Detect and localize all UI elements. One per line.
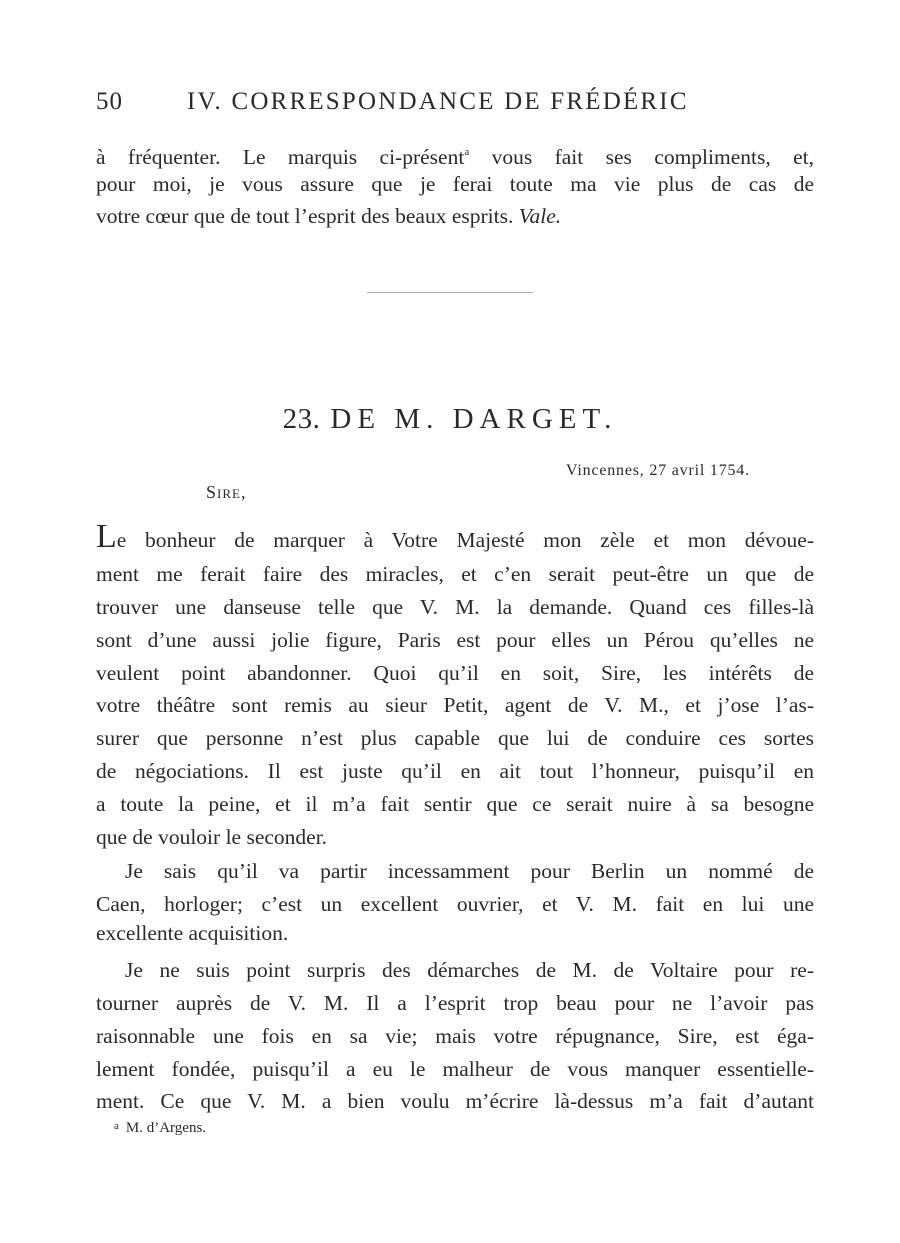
text-line: a toute la peine, et il m’a fait sentir que ce serait nuire à sa besogne xyxy=(96,792,814,816)
footnote-reference: a xyxy=(464,146,470,158)
text-line: ment. Ce que V. M. a bien voulu m’écrire là-dessus m’a fait d’autant xyxy=(96,1089,814,1113)
closing-vale: Vale. xyxy=(518,204,562,228)
text-line: que de vouloir le seconder. xyxy=(96,825,328,849)
letter-title xyxy=(0,403,900,436)
footnote-mark: a xyxy=(114,1120,119,1132)
text-segment: à fréquenter. Le marquis ci-présent xyxy=(96,145,465,169)
text-line: Je sais qu’il va partir incessamment pour Berlin un nommé de xyxy=(125,859,814,883)
text-line: lement fondée, puisqu’il a eu le malheur de vous manquer essentielle- xyxy=(96,1057,814,1081)
drop-cap: L xyxy=(96,518,117,555)
footnote xyxy=(114,1120,206,1137)
text-line: sont d’une aussi jolie figure, Paris est pour elles un Pérou qu’elles ne xyxy=(96,628,814,652)
text-line xyxy=(96,518,814,555)
text-line: excellente acquisition. xyxy=(96,921,289,945)
text-line: ment me ferait faire des miracles, et c’en serait peut-être un que de xyxy=(96,562,814,586)
text-line: raisonnable une fois en sa vie; mais votre répugnance, Sire, est éga- xyxy=(96,1024,814,1048)
text-line xyxy=(96,137,814,167)
text-line: tourner auprès de V. M. Il a l’esprit trop beau pour ne l’avoir pas xyxy=(96,991,814,1015)
section-divider xyxy=(367,292,533,293)
salutation: Sire, xyxy=(206,482,247,502)
text-line: veulent point abandonner. Quoi qu’il en soit, Sire, les intérêts de xyxy=(96,661,814,685)
text-line xyxy=(96,201,814,231)
letter-number: 23. xyxy=(282,403,321,435)
text-line: votre théâtre sont remis au sieur Petit, agent de V. M., et j’ose l’as- xyxy=(96,693,814,717)
text-segment: vous fait ses compliments, et, xyxy=(469,145,814,169)
text-segment: votre cœur que de tout l’esprit des beaux esprits. xyxy=(96,204,514,228)
text-line: de négociations. Il est juste qu’il en ait tout l’honneur, puisqu’il en xyxy=(96,759,814,783)
text-line: surer que personne n’est plus capable que lui de conduire ces sortes xyxy=(96,726,814,750)
text-line: Caen, horloger; c’est un excellent ouvrier, et V. M. fait en lui une xyxy=(96,892,814,916)
text-segment: e bonheur de marquer à Votre Majesté mon zèle et mon dévoue- xyxy=(116,528,814,552)
letter-heading: DE M. DARGET. xyxy=(330,403,618,435)
dateline: Vincennes, 27 avril 1754. xyxy=(566,462,750,479)
footnote-text: M. d’Argens. xyxy=(125,1120,207,1136)
running-title: IV. CORRESPONDANCE DE FRÉDÉRIC xyxy=(187,88,689,115)
page-number: 50 xyxy=(96,88,123,115)
text-line: trouver une danseuse telle que V. M. la demande. Quand ces filles-là xyxy=(96,595,814,619)
text-line: Je ne suis point surpris des démarches de M. de Voltaire pour re- xyxy=(125,958,814,982)
text-line: pour moi, je vous assure que je ferai toute ma vie plus de cas de xyxy=(96,172,814,196)
